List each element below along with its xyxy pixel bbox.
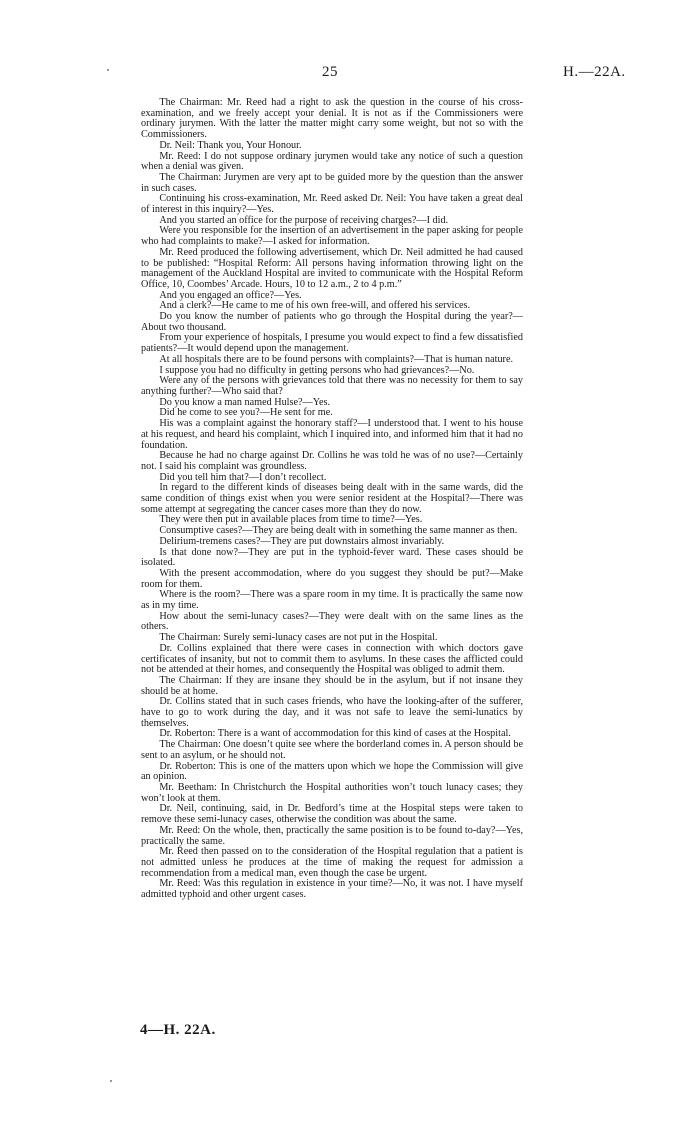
- paragraph: Dr. Roberton: This is one of the matters upon which we hope the Commission will give an opinion.: [141, 760, 523, 783]
- paragraph: With the present accommodation, where do you suggest they should be put?—Make room for them.: [141, 567, 523, 590]
- paragraph: Do you know a man named Hulse?—Yes.: [159, 396, 331, 408]
- paragraph: Because he had no charge against Dr. Collins he was told he was of no use?—Certainly not. I said his complaint was groundless.: [141, 450, 523, 472]
- paragraph: And you engaged an office?—Yes.: [159, 289, 302, 301]
- paragraph: Mr. Reed produced the following advertisement, which Dr. Neil admitted he had caused to be published: “Hospital Reform: All persons having information throwing light on the management of the Auckland Hospital are invited to communicate with the Hospital Reform Office, 10, Coombes’ Arcade. Hours, 10 to 12 a.m., 2 to 4 p.m.”: [141, 246, 523, 290]
- paragraph: The Chairman: Surely semi-lunacy cases are not put in the Hospital.: [159, 632, 438, 644]
- paragraph: How about the semi-lunacy cases?—They were dealt with on the same lines as the others.: [141, 610, 523, 633]
- paragraph: Did you tell him that?—I don’t recollect.: [159, 471, 327, 483]
- paragraph: Mr. Reed: Was this regulation in existence in your time?—No, it was not. I have myself admitted typhoid and other urgent cases.: [141, 878, 523, 901]
- paragraph: Dr. Collins explained that there were cases in connection with which doctors gave certificates of insanity, but not to commit them to asylums. In these cases the afflicted could not be attended at their homes, and consequently the Hospital was obliged to admit them.: [141, 642, 523, 676]
- paragraph: Dr. Collins stated that in such cases friends, who have the looking-after of the sufferer, have to go to work during the day, and it was not safe to leave the semi-lunatics by themselves.: [141, 696, 523, 729]
- paragraph: At all hospitals there are to be found persons with complaints?—That is human nature.: [159, 353, 514, 365]
- paragraph: And you started an office for the purpose of receiving charges?—I did.: [159, 214, 449, 226]
- paragraph: Do you know the number of patients who go through the Hospital during the year?—About two thousand.: [141, 311, 523, 333]
- margin-mark: [107, 69, 109, 71]
- paragraph: Dr. Neil: Thank you, Your Honour.: [159, 139, 302, 151]
- paragraph: Were any of the persons with grievances told that there was no necessity for them to say anything further?—Who said that?: [141, 375, 523, 397]
- paragraph: Dr. Neil, continuing, said, in Dr. Bedford’s time at the Hospital steps were taken to remove these semi-lunacy cases, otherwise the condition was about the same.: [141, 803, 523, 826]
- paragraph: They were then put in available places from time to time?—Yes.: [159, 514, 423, 526]
- paragraph: The Chairman: Mr. Reed had a right to ask the question in the course of his cross-examination, and we freely accept your denial. It is not as if the Commissioners were ordinary jurymen. With the latter the matter might carry some weight, but not so with the Commissioners.: [141, 97, 523, 141]
- document-reference: H.—22A.: [563, 64, 626, 80]
- paragraph: I suppose you had no difficulty in getting persons who had grievances?—No.: [159, 364, 475, 376]
- paragraph: The Chairman: Jurymen are very apt to be guided more by the question than the answer in such cases.: [141, 171, 523, 194]
- paragraph: Where is the room?—There was a spare room in my time. It is practically the same now as in my time.: [141, 589, 523, 612]
- paragraph: Mr. Reed: On the whole, then, practically the same position is to be found to-day?—Yes, practically the same.: [141, 824, 523, 847]
- body-text: [141, 98, 523, 901]
- paragraph: Consumptive cases?—They are being dealt with in something the same manner as then.: [159, 525, 518, 537]
- paragraph: His was a complaint against the honorary staff?—I understood that. I went to his house at his request, and heard his complaint, which I inquired into, and informed him that it had no foundation.: [141, 418, 523, 451]
- paragraph: Were you responsible for the insertion of an advertisement in the paper asking for people who had complaints to make?—I asked for information.: [141, 225, 523, 248]
- paragraph: Mr. Reed then passed on to the consideration of the Hospital regulation that a patient is not admitted unless he produces at the time of making the request for admission a recommendation from a medical man, even though the case be urgent.: [141, 846, 523, 879]
- page-number: 25: [322, 64, 338, 80]
- paragraph: The Chairman: One doesn’t quite see where the borderland comes in. A person should be sent to an asylum, or he should not.: [141, 739, 523, 761]
- paragraph: Is that done now?—They are put in the typhoid-fever ward. These cases should be isolated.: [141, 546, 523, 569]
- signature-mark: 4—H. 22A.: [140, 1022, 216, 1038]
- margin-mark: [110, 1080, 112, 1082]
- paragraph: Mr. Reed: I do not suppose ordinary jurymen would take any notice of such a question when a denial was given.: [141, 150, 523, 173]
- paragraph: From your experience of hospitals, I presume you would expect to find a few dissatisfied patients?—It would depend upon the management.: [141, 332, 523, 355]
- paragraph: Dr. Roberton: There is a want of accommodation for this kind of cases at the Hospital.: [159, 728, 511, 740]
- paragraph: Mr. Beetham: In Christchurch the Hospital authorities won’t touch lunacy cases; they won’t look at them.: [141, 782, 523, 804]
- paragraph: Delirium-tremens cases?—They are put downstairs almost invariably.: [159, 535, 445, 547]
- paragraph: Did he come to see you?—He sent for me.: [159, 407, 333, 419]
- paragraph: In regard to the different kinds of diseases being dealt with in the same wards, did the same condition of things exist when you were senior resident at the Hospital?—There was some attempt at segregating the cancer cases more than they do now.: [141, 482, 523, 515]
- paragraph: And a clerk?—He came to me of his own free-will, and offered his services.: [159, 300, 471, 312]
- paragraph: The Chairman: If they are insane they should be in the asylum, but if not insane they should be at home.: [141, 674, 523, 697]
- paragraph: Continuing his cross-examination, Mr. Reed asked Dr. Neil: You have taken a great deal of interest in this inquiry?—Yes.: [141, 193, 523, 216]
